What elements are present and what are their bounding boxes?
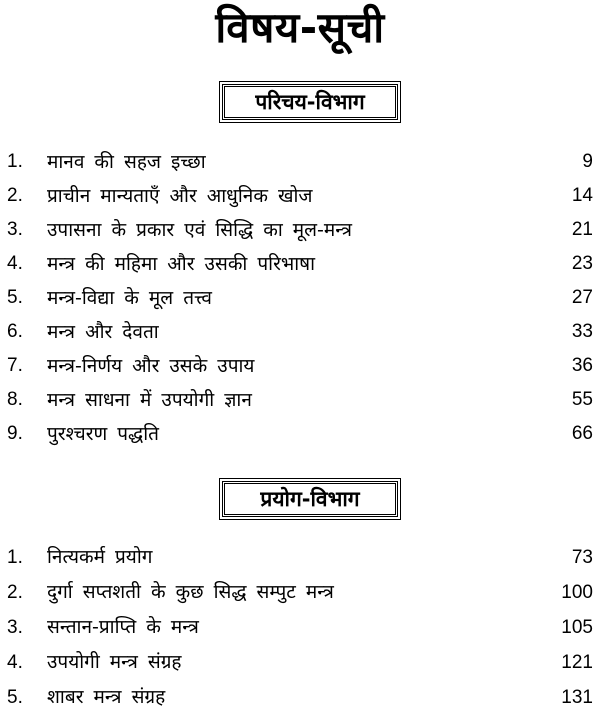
toc-list-application (0, 540, 600, 715)
toc-entry[interactable] (0, 610, 600, 645)
entry-title: उपयोगी मन्त्र संग्रह (47, 651, 182, 673)
toc-entry[interactable] (0, 247, 600, 281)
toc-entry[interactable] (0, 349, 600, 383)
toc-list-introduction (0, 145, 600, 451)
toc-entry[interactable] (0, 417, 600, 451)
entry-page-number: 100 (561, 582, 593, 603)
entry-title: शाबर मन्त्र संग्रह (47, 686, 166, 708)
toc-entry[interactable] (0, 645, 600, 680)
entry-page-number: 73 (571, 547, 593, 568)
entry-number: 4. (7, 253, 23, 274)
entry-number: 3. (7, 617, 23, 638)
toc-entry[interactable] (0, 145, 600, 179)
toc-entry[interactable] (0, 179, 600, 213)
entry-number: 2. (7, 185, 23, 206)
entry-page-number: 23 (571, 253, 593, 274)
section-heading-introduction (222, 84, 398, 120)
entry-page-number: 33 (571, 321, 593, 342)
entry-number: 5. (7, 287, 23, 308)
section-heading-label: प्रयोग-विभाग (260, 487, 360, 511)
entry-page-number: 131 (561, 687, 593, 708)
section-heading-label: परिचय-विभाग (255, 90, 365, 114)
entry-title: मन्त्र और देवता (47, 321, 159, 343)
toc-entry[interactable] (0, 281, 600, 315)
entry-title: मानव की सहज इच्छा (47, 151, 206, 173)
entry-number: 9. (7, 423, 23, 444)
entry-page-number: 27 (571, 287, 593, 308)
entry-number: 8. (7, 389, 23, 410)
entry-title: सन्तान-प्राप्ति के मन्त्र (47, 616, 199, 638)
toc-entry[interactable] (0, 383, 600, 417)
page-title: विषय-सूची (215, 3, 385, 52)
entry-page-number: 9 (582, 151, 593, 172)
entry-title: मन्त्र की महिमा और उसकी परिभाषा (47, 253, 316, 275)
entry-title: नित्यकर्म प्रयोग (47, 546, 153, 568)
entry-page-number: 66 (571, 423, 593, 444)
entry-number: 1. (7, 547, 23, 568)
toc-entry[interactable] (0, 540, 600, 575)
entry-page-number: 105 (561, 617, 593, 638)
toc-entry[interactable] (0, 680, 600, 715)
toc-entry[interactable] (0, 575, 600, 610)
entry-title: मन्त्र-विद्या के मूल तत्त्व (47, 287, 212, 309)
section-heading-application (222, 481, 398, 517)
entry-number: 7. (7, 355, 23, 376)
entry-number: 5. (7, 687, 23, 708)
entry-number: 6. (7, 321, 23, 342)
entry-page-number: 14 (571, 185, 593, 206)
entry-title: पुरश्चरण पद्धति (47, 423, 159, 445)
entry-page-number: 55 (571, 389, 593, 410)
entry-number: 1. (7, 151, 23, 172)
entry-page-number: 121 (561, 652, 593, 673)
toc-entry[interactable] (0, 315, 600, 349)
entry-number: 3. (7, 219, 23, 240)
entry-title: मन्त्र साधना में उपयोगी ज्ञान (47, 389, 252, 411)
entry-number: 2. (7, 582, 23, 603)
toc-entry[interactable] (0, 213, 600, 247)
entry-title: मन्त्र-निर्णय और उसके उपाय (47, 355, 255, 377)
entry-title: प्राचीन मान्यताएँ और आधुनिक खोज (47, 185, 313, 207)
entry-number: 4. (7, 652, 23, 673)
entry-title: उपासना के प्रकार एवं सिद्धि का मूल-मन्त्र (47, 219, 352, 241)
entry-page-number: 21 (571, 219, 593, 240)
entry-title: दुर्गा सप्तशती के कुछ सिद्ध सम्पुट मन्त्र (47, 581, 334, 603)
entry-page-number: 36 (571, 355, 593, 376)
